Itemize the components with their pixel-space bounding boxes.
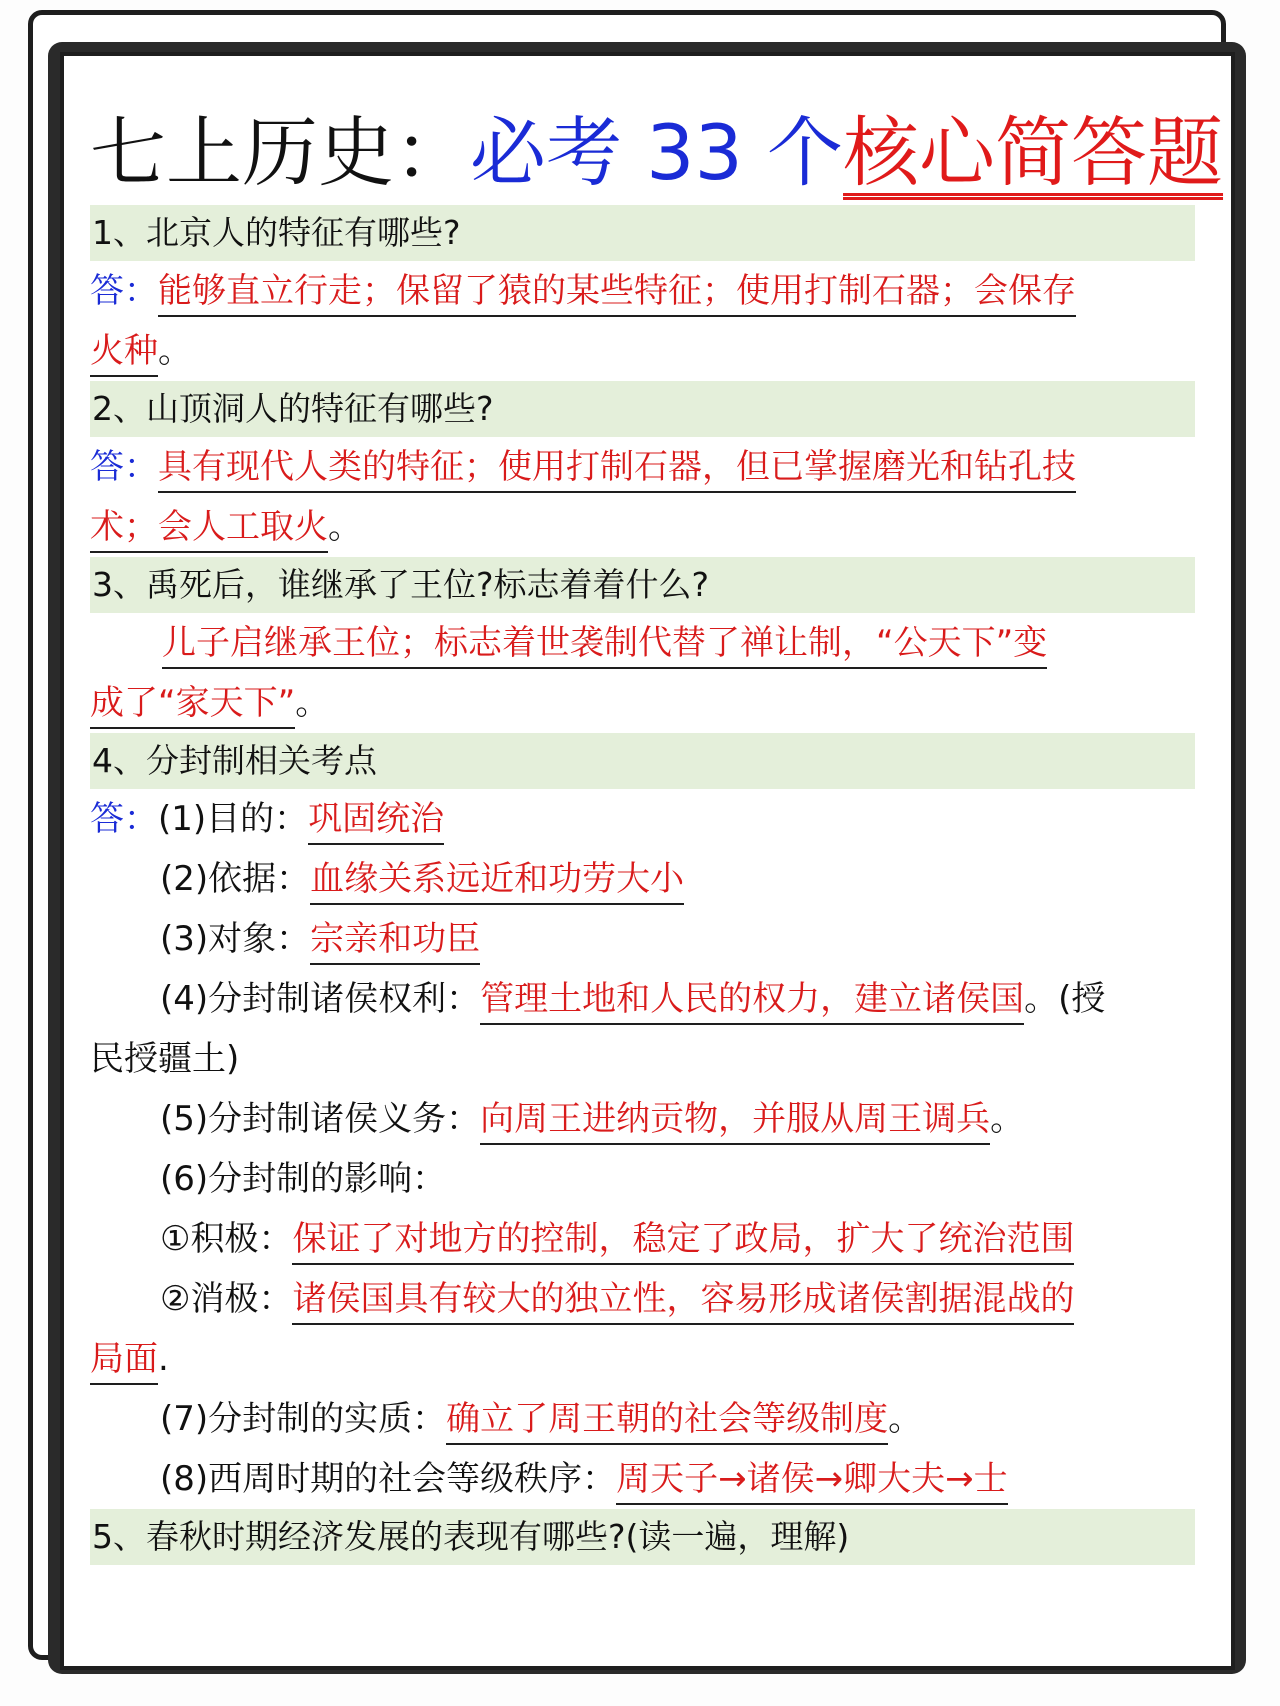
item-tail: 。 [990, 1099, 1025, 1139]
q4-item-6b-wrap [90, 1329, 1195, 1389]
title-prefix: 七上历史： [90, 108, 470, 197]
q4-item-6b [90, 1269, 1195, 1329]
item-label: (5)分封制诸侯义务： [160, 1099, 481, 1139]
item-value: 保证了对地方的控制，稳定了政局，扩大了统治范围 [292, 1219, 1074, 1265]
q4-item-4-wrap [90, 1029, 1195, 1089]
question-3: 3、禹死后，谁继承了王位?标志着着什么? [90, 557, 1195, 613]
answer-3-line-1 [90, 613, 1195, 673]
answer-end: 。 [328, 507, 362, 547]
item-value: 向周王进纳贡物，并服从周王调兵 [480, 1099, 990, 1145]
answer-end: 。 [295, 683, 330, 723]
answer-label: 答： [90, 447, 158, 487]
item-label: (3)对象： [160, 919, 311, 959]
answer-1-line-1 [90, 261, 1195, 321]
document-content [90, 100, 1224, 1565]
answer-text: 术；会人工取火 [90, 507, 328, 553]
title-middle: 必考 33 个 [470, 108, 844, 197]
answer-3-line-2 [90, 673, 1195, 733]
q4-item-6a [90, 1209, 1195, 1269]
item-value: 周天子→诸侯→卿大夫→士 [616, 1459, 1007, 1505]
item-value: 确立了周王朝的社会等级制度 [446, 1399, 888, 1445]
item-label: (2)依据： [160, 859, 311, 899]
item-label: (7)分封制的实质： [160, 1399, 447, 1439]
answer-text: 能够直立行走；保留了猿的某些特征；使用打制石器；会保存 [158, 271, 1076, 317]
item-label: (6)分封制的影响： [160, 1159, 447, 1199]
question-4: 4、分封制相关考点 [90, 733, 1195, 789]
question-5: 5、春秋时期经济发展的表现有哪些?(读一遍，理解) [90, 1509, 1195, 1565]
answer-label: 答： [90, 271, 158, 311]
item-value: 血缘关系远近和功劳大小 [310, 859, 684, 905]
answer-text: 成了“家天下” [90, 683, 295, 729]
answer-text: 火种 [90, 331, 158, 377]
answer-1-line-2 [90, 321, 1195, 381]
q4-item-2 [90, 849, 1195, 909]
answer-2-line-1 [90, 437, 1195, 497]
answer-text: 具有现代人类的特征；使用打制石器，但已掌握磨光和钻孔技 [158, 447, 1076, 493]
item-label: (1)目的： [158, 799, 309, 839]
answer-end: 。 [158, 331, 192, 371]
item-label: ①积极： [160, 1219, 293, 1259]
item-value: 诸侯国具有较大的独立性，容易形成诸侯割据混战的 [292, 1279, 1074, 1325]
q4-item-4 [90, 969, 1195, 1029]
item-tail: 。(授 [1024, 979, 1106, 1019]
item-wrap-red: 局面 [90, 1339, 158, 1385]
answer-text: 儿子启继承王位；标志着世袭制代替了禅让制，“公天下”变 [162, 623, 1047, 669]
item-wrap-end: . [158, 1339, 169, 1379]
question-1: 1、北京人的特征有哪些? [90, 205, 1195, 261]
item-value: 巩固统治 [308, 799, 444, 845]
q4-item-7 [90, 1389, 1195, 1449]
item-tail: 。 [888, 1399, 923, 1439]
item-value: 管理土地和人民的权力，建立诸侯国 [480, 979, 1024, 1025]
q4-item-6 [90, 1149, 1195, 1209]
q4-item-8 [90, 1449, 1195, 1509]
question-2: 2、山顶洞人的特征有哪些? [90, 381, 1195, 437]
answer-2-line-2 [90, 497, 1195, 557]
item-label: (4)分封制诸侯权利： [160, 979, 481, 1019]
q4-item-5 [90, 1089, 1195, 1149]
item-wrap: 民授疆土) [90, 1039, 240, 1079]
q4-item-1 [90, 789, 1195, 849]
answer-label: 答： [90, 799, 158, 839]
q4-item-3 [90, 909, 1195, 969]
title-highlight: 核心简答题 [843, 108, 1224, 197]
item-label: ②消极： [160, 1279, 293, 1319]
item-value: 宗亲和功臣 [310, 919, 480, 965]
page-title [90, 100, 1224, 205]
item-label: (8)西周时期的社会等级秩序： [160, 1459, 617, 1499]
